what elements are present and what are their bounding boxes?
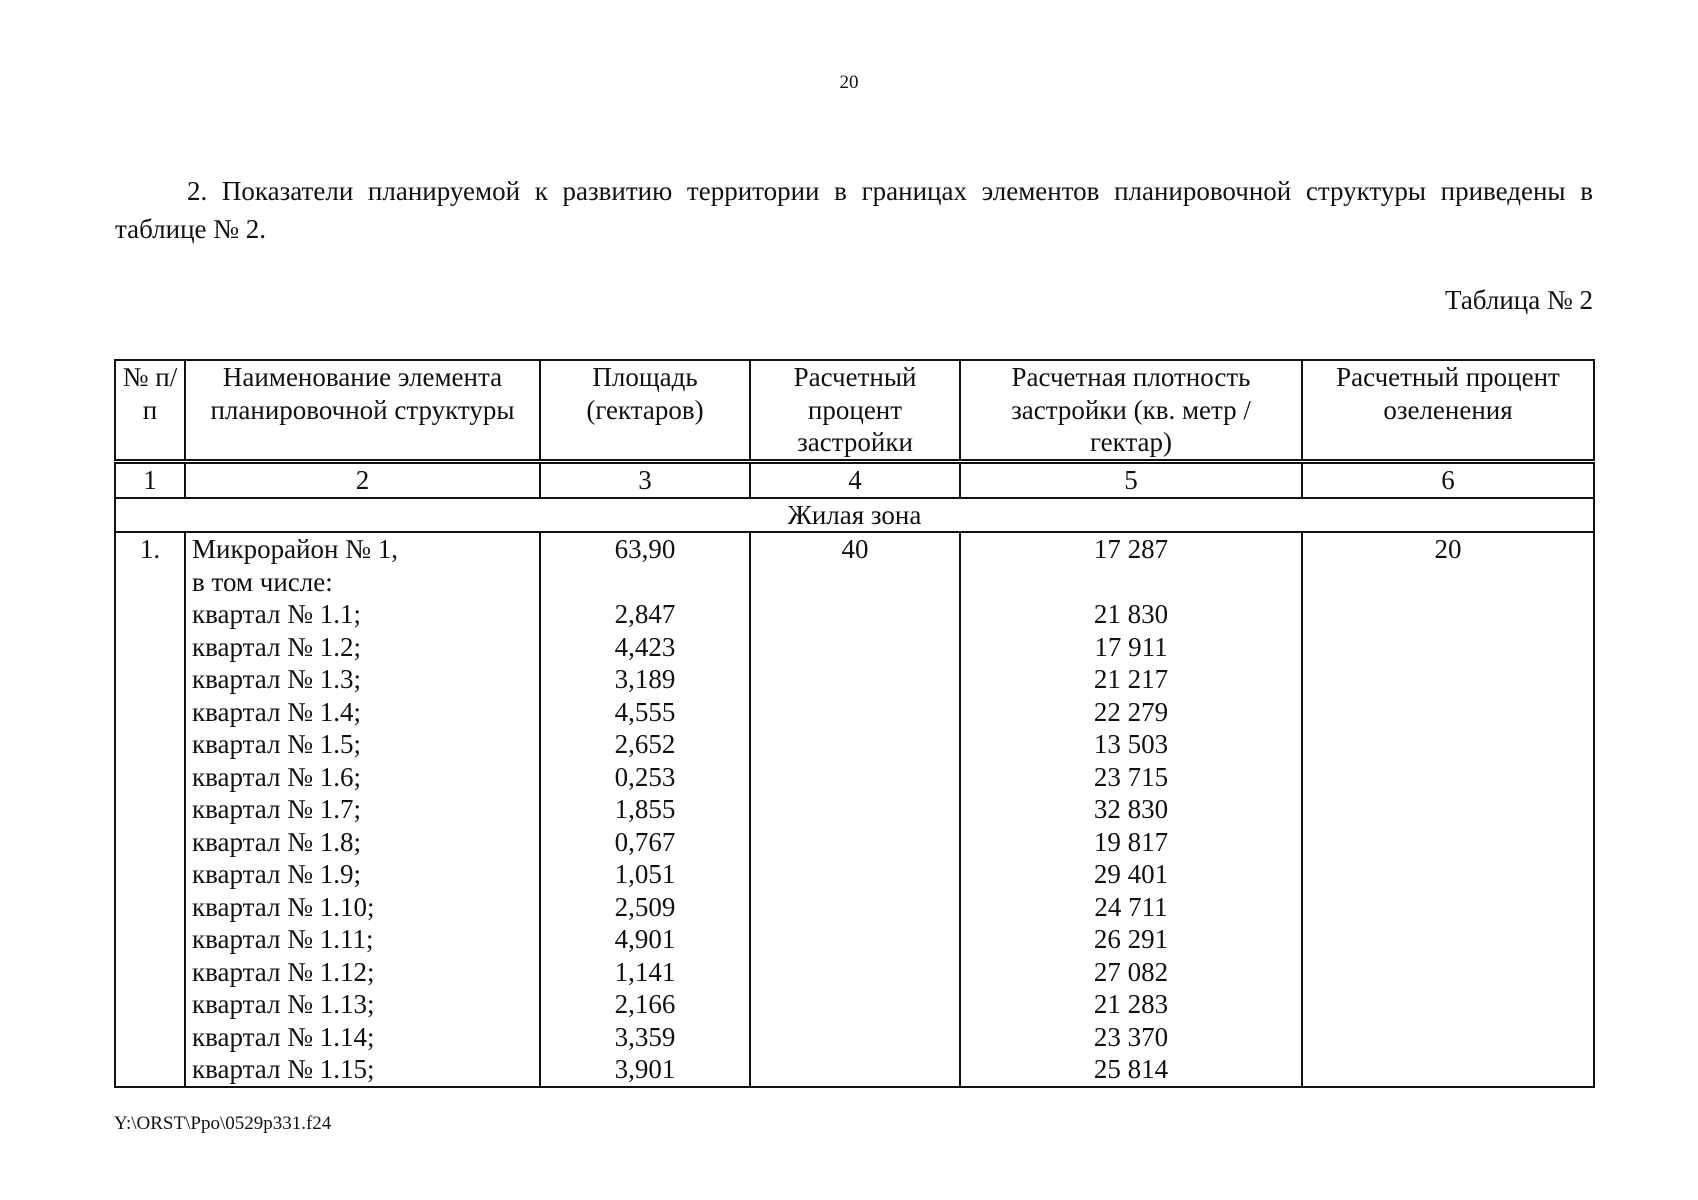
row-area-cell: 3,359 [540,1021,750,1054]
row-green-percent-cell [1302,761,1594,794]
table-row [115,1021,1594,1054]
row-name-cell: квартал № 1.3; [185,663,540,696]
intro-paragraph: 2. Показатели планируемой к развитию территории в границах элементов планировочной структуры приведены в таблице № 2. [115,176,1593,244]
row-density-cell: 21 283 [960,988,1302,1021]
column-numbers-row [115,462,1594,498]
row-area-cell [540,566,750,599]
column-number-cell: 2 [185,462,540,498]
row-green-percent-cell [1302,566,1594,599]
row-number-cell [115,956,185,989]
row-area-cell: 2,652 [540,728,750,761]
row-build-percent-cell [750,891,960,924]
header-cell-green-percent: Расчетный процент озеленения [1302,360,1594,462]
row-number-cell [115,891,185,924]
row-green-percent-cell [1302,598,1594,631]
row-density-cell: 22 279 [960,696,1302,729]
row-density-cell: 21 830 [960,598,1302,631]
column-number-cell: 4 [750,462,960,498]
table-row [115,631,1594,664]
row-number-cell [115,663,185,696]
row-green-percent-cell [1302,956,1594,989]
column-number-cell: 6 [1302,462,1594,498]
row-area-cell: 3,901 [540,1053,750,1087]
row-density-cell: 27 082 [960,956,1302,989]
row-number-cell [115,761,185,794]
row-green-percent-cell [1302,793,1594,826]
row-build-percent-cell [750,793,960,826]
table-row [115,923,1594,956]
row-name-cell: квартал № 1.6; [185,761,540,794]
row-build-percent-cell [750,956,960,989]
row-number-cell [115,826,185,859]
row-area-cell: 1,051 [540,858,750,891]
table-row [115,566,1594,599]
table-row [115,793,1594,826]
table-row [115,696,1594,729]
table-row [115,988,1594,1021]
row-green-percent-cell [1302,988,1594,1021]
row-build-percent-cell: 40 [750,532,960,566]
header-cell-name: Наименование элемента планировочной структуры [185,360,540,462]
row-green-percent-cell [1302,923,1594,956]
row-build-percent-cell [750,663,960,696]
row-area-cell: 1,855 [540,793,750,826]
row-name-cell: квартал № 1.11; [185,923,540,956]
table-header-row [115,360,1594,462]
row-area-cell: 1,141 [540,956,750,989]
row-name-cell: квартал № 1.7; [185,793,540,826]
row-build-percent-cell [750,988,960,1021]
row-area-cell: 2,509 [540,891,750,924]
table-row [115,1053,1594,1087]
row-area-cell: 0,767 [540,826,750,859]
row-name-cell: квартал № 1.15; [185,1053,540,1087]
header-cell-area: Площадь (гектаров) [540,360,750,462]
row-name-cell: квартал № 1.5; [185,728,540,761]
table-caption: Таблица № 2 [1445,285,1593,315]
row-green-percent-cell [1302,728,1594,761]
row-number-cell: 1. [115,532,185,566]
row-density-cell: 21 217 [960,663,1302,696]
row-name-cell: квартал № 1.10; [185,891,540,924]
row-number-cell [115,566,185,599]
row-build-percent-cell [750,761,960,794]
row-number-cell [115,1053,185,1087]
row-density-cell: 23 370 [960,1021,1302,1054]
row-area-cell: 4,555 [540,696,750,729]
row-green-percent-cell [1302,631,1594,664]
column-number-cell: 1 [115,462,185,498]
row-area-cell: 63,90 [540,532,750,566]
zone-label: Жилая зона [115,498,1594,533]
row-green-percent-cell [1302,858,1594,891]
table-row [115,663,1594,696]
row-name-cell: в том числе: [185,566,540,599]
row-density-cell: 26 291 [960,923,1302,956]
row-density-cell [960,566,1302,599]
row-area-cell: 3,189 [540,663,750,696]
row-build-percent-cell [750,566,960,599]
row-name-cell: квартал № 1.9; [185,858,540,891]
row-build-percent-cell [750,696,960,729]
row-area-cell: 2,847 [540,598,750,631]
row-green-percent-cell [1302,891,1594,924]
row-density-cell: 23 715 [960,761,1302,794]
table-row [115,891,1594,924]
row-number-cell [115,858,185,891]
row-density-cell: 25 814 [960,1053,1302,1087]
row-name-cell: квартал № 1.14; [185,1021,540,1054]
row-build-percent-cell [750,631,960,664]
row-density-cell: 24 711 [960,891,1302,924]
row-build-percent-cell [750,1053,960,1087]
row-name-cell: квартал № 1.12; [185,956,540,989]
row-build-percent-cell [750,923,960,956]
column-number-cell: 3 [540,462,750,498]
row-green-percent-cell [1302,1021,1594,1054]
header-cell-number: № п/п [115,360,185,462]
row-area-cell: 4,901 [540,923,750,956]
header-cell-density: Расчетная плотность застройки (кв. метр / гектар) [960,360,1302,462]
row-number-cell [115,988,185,1021]
row-build-percent-cell [750,728,960,761]
row-green-percent-cell [1302,696,1594,729]
row-number-cell [115,1021,185,1054]
row-green-percent-cell: 20 [1302,532,1594,566]
row-density-cell: 19 817 [960,826,1302,859]
header-cell-build-percent: Расчетный процент застройки [750,360,960,462]
table-row [115,956,1594,989]
column-number-cell: 5 [960,462,1302,498]
table-row [115,598,1594,631]
page-number: 20 [839,72,859,93]
row-build-percent-cell [750,826,960,859]
table-row [115,728,1594,761]
footer-file-path: Y:\ORST\Ppo\0529p331.f24 [114,1113,332,1134]
indicators-table [114,359,1595,1088]
table-body [115,532,1594,1087]
row-name-cell: квартал № 1.1; [185,598,540,631]
row-build-percent-cell [750,598,960,631]
row-area-cell: 0,253 [540,761,750,794]
row-density-cell: 13 503 [960,728,1302,761]
row-green-percent-cell [1302,1053,1594,1087]
table-row [115,858,1594,891]
table-row [115,532,1594,566]
row-build-percent-cell [750,1021,960,1054]
row-name-cell: квартал № 1.8; [185,826,540,859]
row-number-cell [115,631,185,664]
row-number-cell [115,728,185,761]
zone-row [115,498,1594,533]
table-row [115,826,1594,859]
row-build-percent-cell [750,858,960,891]
row-area-cell: 4,423 [540,631,750,664]
row-number-cell [115,923,185,956]
row-density-cell: 17 911 [960,631,1302,664]
row-name-cell: квартал № 1.2; [185,631,540,664]
row-number-cell [115,598,185,631]
row-number-cell [115,793,185,826]
row-density-cell: 29 401 [960,858,1302,891]
row-number-cell [115,696,185,729]
row-name-cell: Микрорайон № 1, [185,532,540,566]
row-green-percent-cell [1302,826,1594,859]
row-density-cell: 17 287 [960,532,1302,566]
row-name-cell: квартал № 1.4; [185,696,540,729]
row-green-percent-cell [1302,663,1594,696]
row-area-cell: 2,166 [540,988,750,1021]
row-name-cell: квартал № 1.13; [185,988,540,1021]
table-row [115,761,1594,794]
row-density-cell: 32 830 [960,793,1302,826]
